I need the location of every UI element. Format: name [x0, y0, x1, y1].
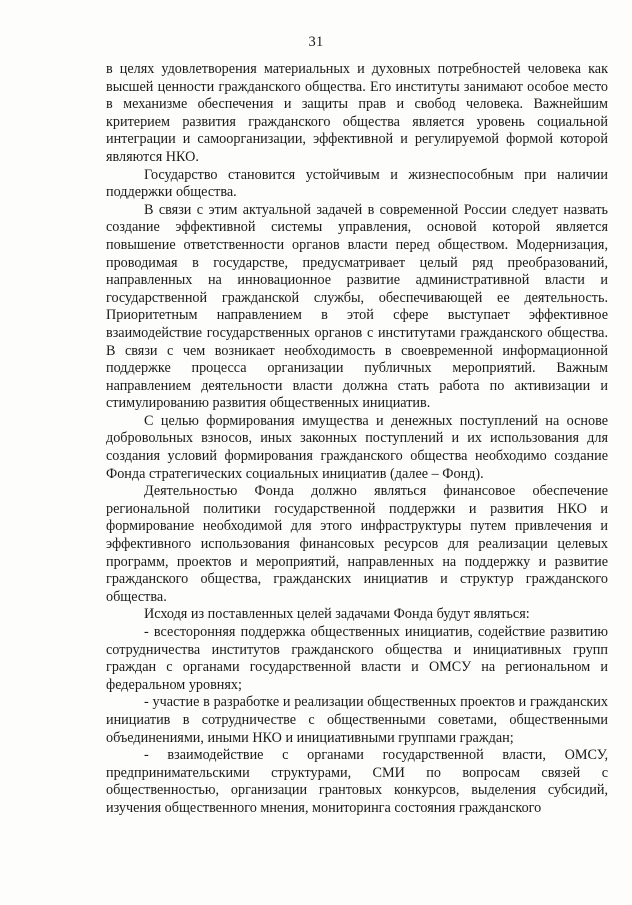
list-item: - участие в разработке и реализации общественных проектов и гражданских инициатив в сотрудничестве с общественными советами, общественными объединениями, иными НКО и инициативными группами граждан;: [106, 694, 608, 746]
paragraph-fund-activity: Деятельностью Фонда должно являться финансовое обеспечение региональной политики государственной поддержки и развития НКО и формирование необходимой для этого инфраструктуры путем привлечения и эффективного использования финансовых ресурсов для реализации целевых программ, проектов и мероприятий, направленных на поддержку и развитие гражданского общества, гражданских инициатив и структур гражданского общества.: [106, 483, 608, 605]
list-item: - взаимодействие с органами государственной власти, ОМСУ, предпринимательскими структурами, СМИ по вопросам связей с общественностью, организации грантовых конкурсов, выделения субсидий, изучения общественного мнения, мониторинга состояния гражданского: [106, 747, 608, 816]
document-body: [106, 61, 608, 818]
paragraph-continuation: в целях удовлетворения материальных и духовных потребностей человека как высшей ценности гражданского общества. Его институты занимают особое место в механизме обеспечения и защиты прав и свобод человека. Важнейшим критерием развития гражданского общества является уровень социальной интеграции и самоорганизации, эффективной и регулируемой формой которой являются НКО.: [106, 61, 608, 165]
paragraph-management-system: В связи с этим актуальной задачей в современной России следует назвать создание эффективной системы управления, основой которой является повышение ответственности органов власти перед обществом. Модернизация, проводимая в государстве, предусматривает целый ряд преобразований, направленных на инновационное развитие административной власти и государственной гражданской службы, обеспечивающей ее деятельность. Приоритетным направлением в этой сфере выступает эффективное взаимодействие государственных органов с институтами гражданского общества. В связи с чем возникает необходимость в своевременной информационной поддержке процесса организации публичных мероприятий. Важным направлением деятельности власти должна стать работа по активизации и стимулированию развития общественных инициатив.: [106, 201, 608, 412]
page-number: 31: [308, 34, 324, 50]
paragraph-fund-creation: С целью формирования имущества и денежных поступлений на основе добровольных взносов, иных законных поступлений и их использования для создания условий формирования гражданского общества необходимо создание Фонда стратегических социальных инициатив (далее – Фонд).: [106, 412, 608, 482]
list-item: - всесторонняя поддержка общественных инициатив, содействие развитию сотрудничества институтов гражданского общества и инициативных групп граждан с органами государственной власти и ОМСУ на региональном и федеральном уровнях;: [106, 624, 608, 693]
paragraph-fund-tasks-intro: Исходя из поставленных целей задачами Фонда будут являться:: [144, 606, 530, 623]
paragraph-state-stability: Государство становится устойчивым и жизнеспособным при наличии поддержки общества.: [106, 166, 608, 201]
